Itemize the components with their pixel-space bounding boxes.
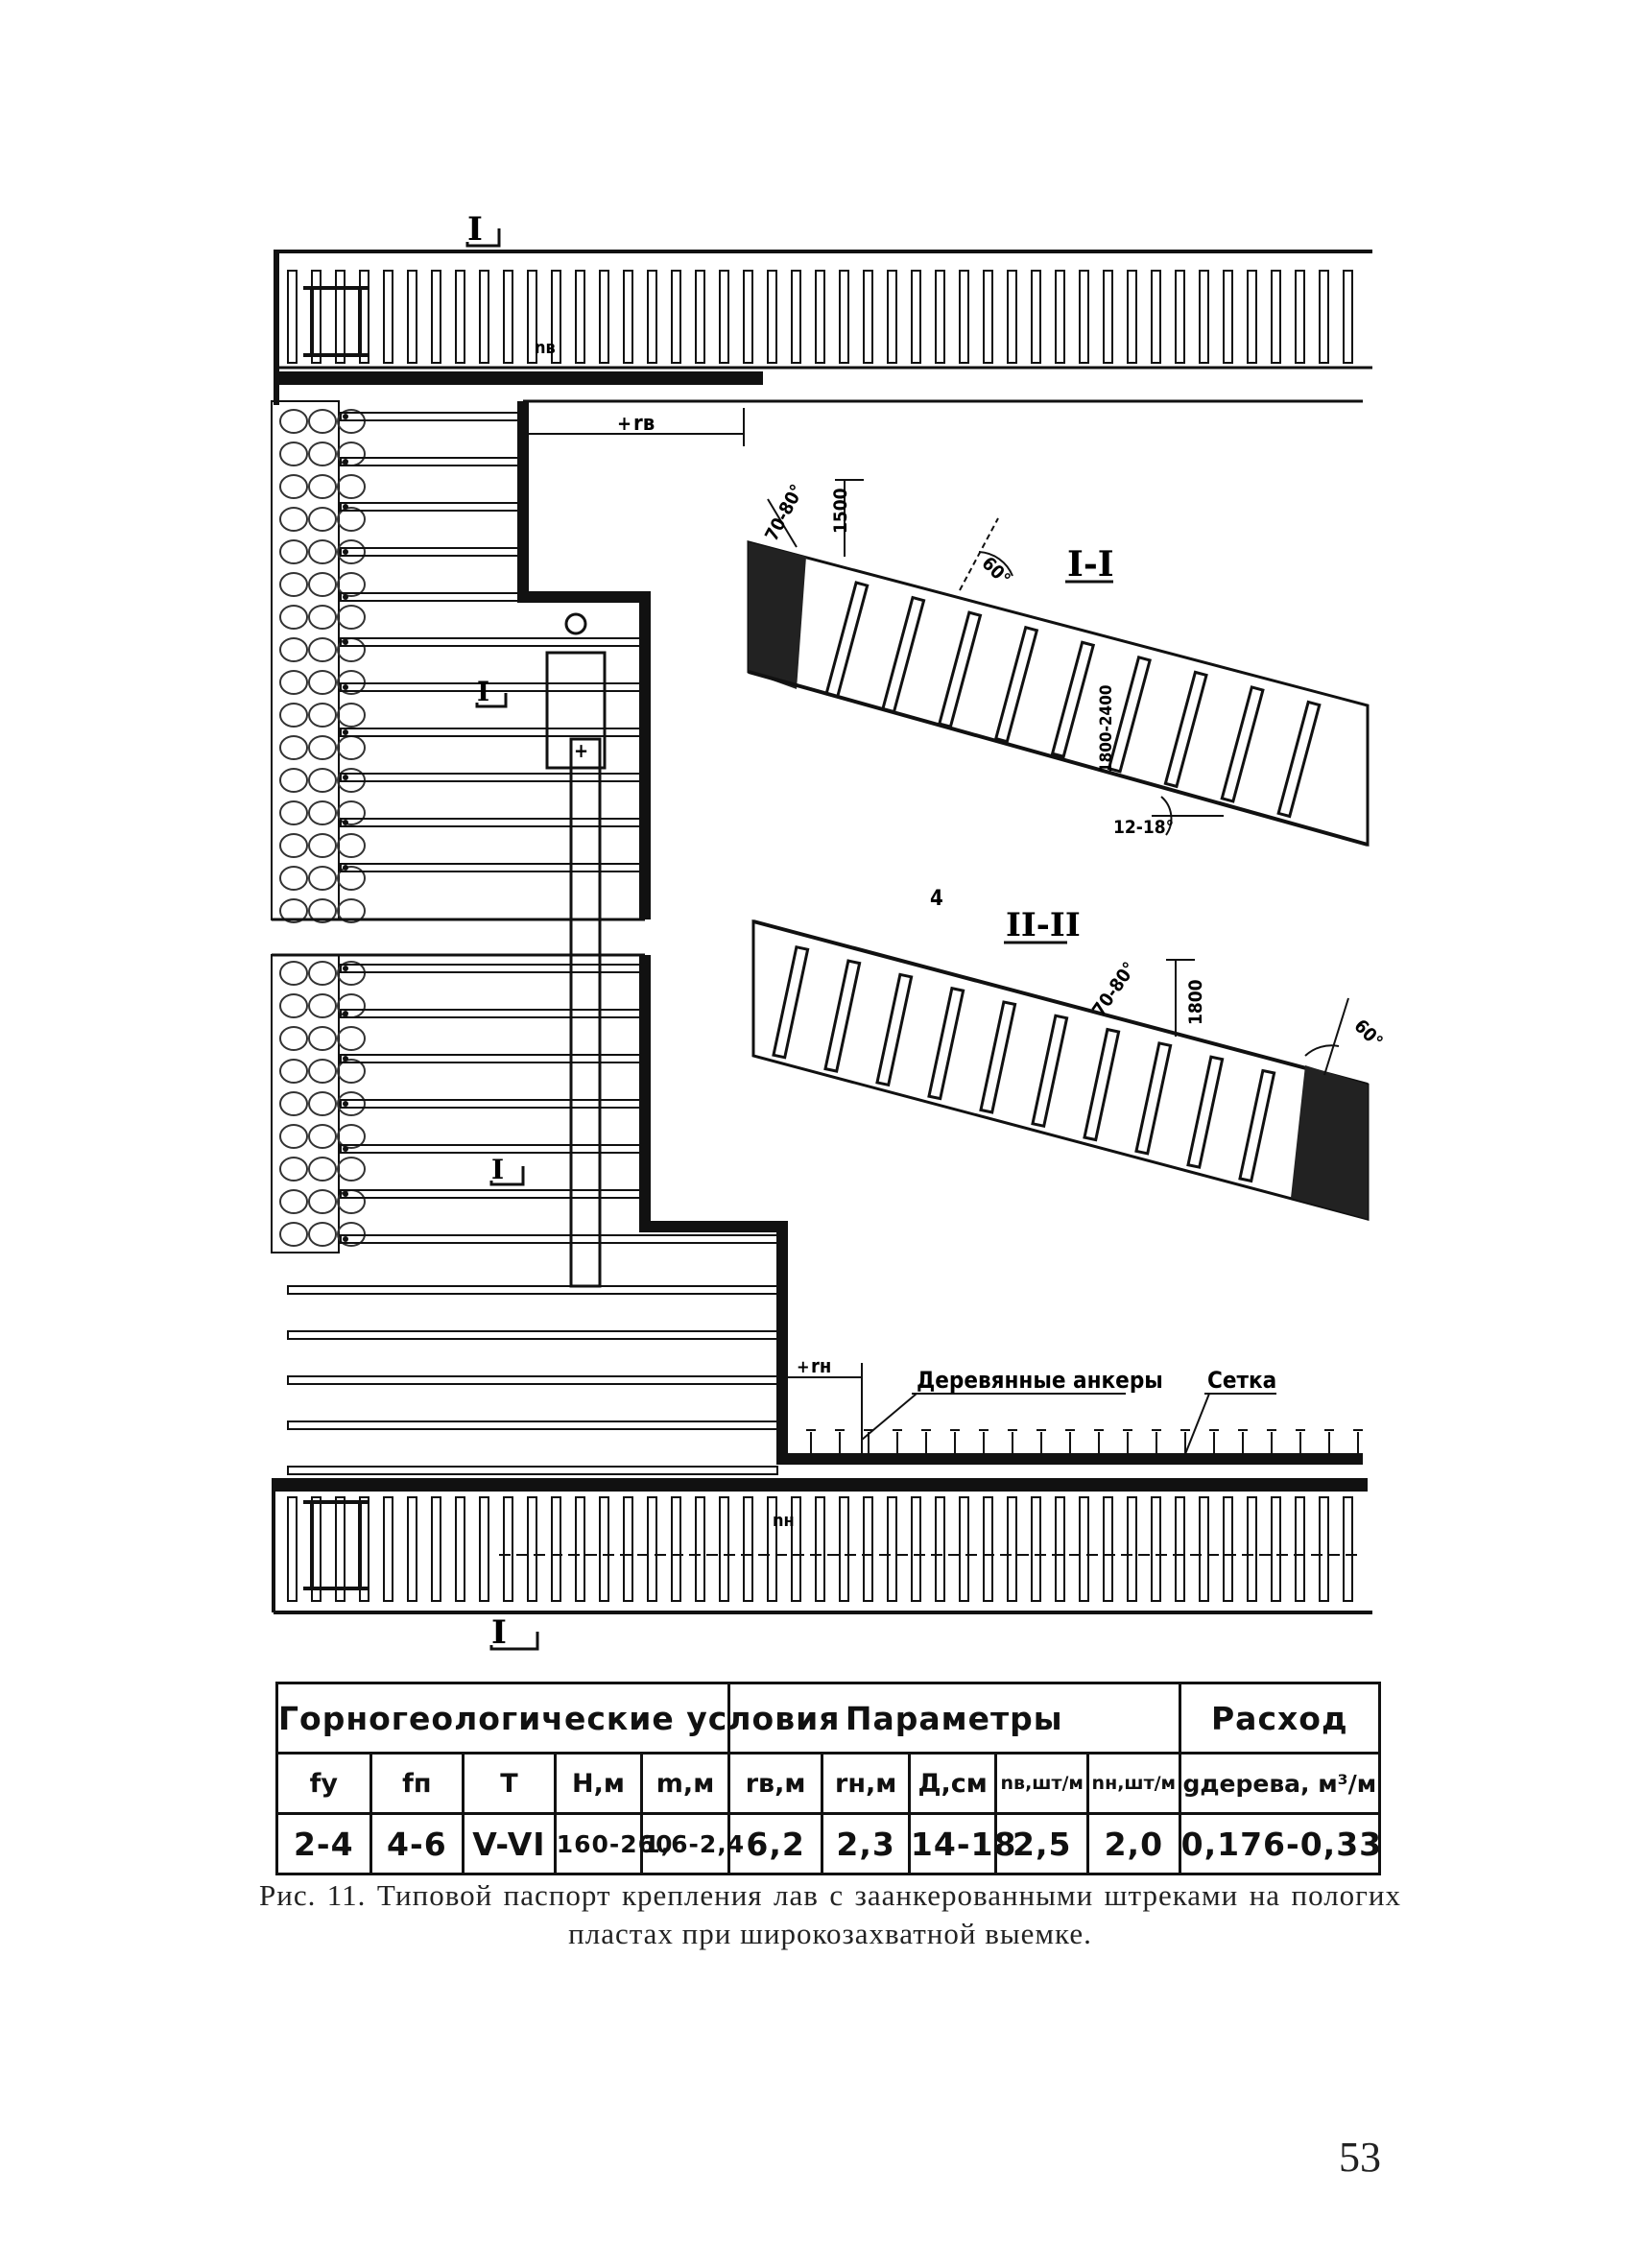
header-h: H,м — [555, 1754, 642, 1814]
section-mark-top: I — [467, 210, 483, 249]
value-wood: 0,176-0,33 — [1179, 1814, 1379, 1874]
label-nv-top: nв — [535, 338, 556, 358]
label-anchors: Деревянные анкеры — [917, 1367, 1163, 1394]
value-nv: 2,5 — [996, 1814, 1088, 1874]
top-drift — [274, 251, 1372, 405]
header-m: m,м — [642, 1754, 729, 1814]
section-I-I — [749, 480, 1368, 845]
dim-1500: 1500 — [830, 488, 851, 534]
header-nv: nв,шт/м — [996, 1754, 1088, 1814]
page-number: 53 — [1339, 2134, 1381, 2181]
face-support-rows — [288, 413, 777, 1474]
figure-caption: Рис. 11. Типовой паспорт крепления лав с заанкерованными штреками на пологих пластах при широкозахватной выемке. — [259, 1878, 1401, 1950]
stray-mark: 4 — [930, 887, 943, 911]
face-conveyor — [547, 614, 605, 1286]
value-fy: 2-4 — [277, 1814, 371, 1874]
label-rn: rн — [811, 1354, 832, 1377]
bottom-drift — [274, 1478, 1372, 1612]
angle-12-18: 12-18° — [1113, 817, 1175, 838]
value-h: 160-260 — [555, 1814, 642, 1874]
section-II-II — [753, 921, 1368, 1219]
group-consumption: Расход — [1179, 1683, 1379, 1754]
value-fp: 4-6 — [370, 1814, 464, 1874]
group-parameters: Параметры — [728, 1683, 1179, 1754]
value-t: V-VI — [464, 1814, 556, 1874]
label-rv: rв — [633, 412, 655, 436]
section-I-title: I-I — [1067, 544, 1114, 585]
dim-1800: 1800 — [1185, 979, 1206, 1025]
value-nn: 2,0 — [1088, 1814, 1180, 1874]
svg-text:I: I — [491, 1154, 505, 1185]
header-fy: fу — [277, 1754, 371, 1814]
angle-70-80-I: 70-80° — [760, 481, 809, 545]
label-mesh: Сетка — [1207, 1367, 1277, 1394]
header-rn: rн,м — [822, 1754, 910, 1814]
angle-60-I: 60° — [977, 552, 1014, 590]
svg-text:+: + — [574, 739, 589, 762]
angle-60-II: 60° — [1349, 1015, 1387, 1053]
value-rv: 6,2 — [728, 1814, 822, 1874]
goaf-lower — [272, 955, 365, 1253]
header-nn: nн,шт/м — [1088, 1754, 1180, 1814]
top-drift-sleepers — [288, 271, 1352, 363]
svg-text:+: + — [617, 412, 632, 435]
goaf-upper — [272, 401, 365, 922]
dim-1800-2400: 1800-2400 — [1097, 684, 1116, 773]
header-fp: fп — [370, 1754, 464, 1814]
value-m: 1,6-2,4 — [642, 1814, 729, 1874]
header-wood: gдерева, м³/м — [1179, 1754, 1379, 1814]
header-d: Д,см — [909, 1754, 996, 1814]
section-mark-bottom: I — [491, 1613, 507, 1652]
value-d: 14-18 — [909, 1814, 996, 1874]
section-II-title: II-II — [1006, 906, 1081, 944]
value-rn: 2,3 — [822, 1814, 910, 1874]
group-geology: Горногеологические условия — [277, 1683, 729, 1754]
svg-text:+: + — [797, 1357, 810, 1377]
header-t: T — [464, 1754, 556, 1814]
angle-70-80-II: 70-80° — [1088, 958, 1141, 1020]
header-rv: rв,м — [728, 1754, 822, 1814]
anchor-ticks — [806, 1430, 1363, 1455]
section-mark-mid: I — [477, 676, 490, 707]
face-outline — [523, 401, 1363, 1459]
label-nn-bottom: nн — [773, 1511, 795, 1531]
parameters-table — [275, 1682, 1381, 1875]
bottom-drift-sleepers — [288, 1497, 1352, 1601]
